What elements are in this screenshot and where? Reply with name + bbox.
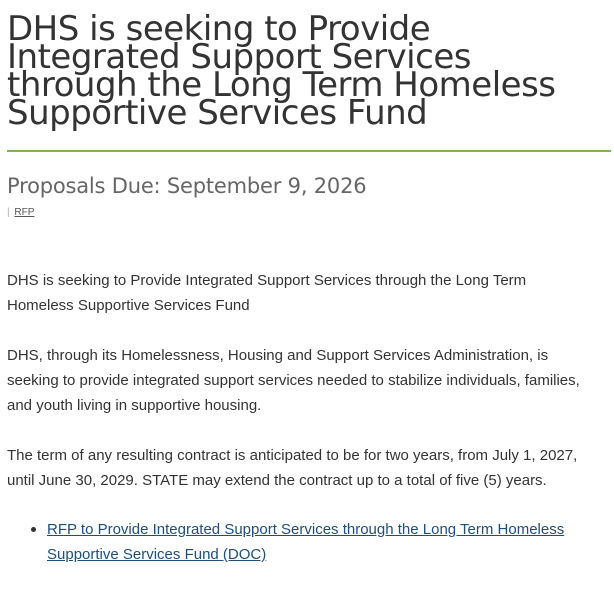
tag-list	[7, 207, 611, 219]
contract-term-paragraph: The term of any resulting contract is anticipated to be for two years, from July 1, 2027, until June 30, 2029. STATE may extend the contract up to a total of five (5) years.	[7, 447, 578, 489]
bullet-icon	[31, 527, 36, 532]
list-item	[47, 517, 607, 567]
page-content	[7, 0, 611, 567]
rfp-document-link[interactable]: RFP to Provide Integrated Support Services through the Long Term Homeless Supportive Services Fund (DOC)	[47, 521, 565, 563]
intro-paragraph: DHS is seeking to Provide Integrated Support Services through the Long Term Homeless Supportive Services Fund	[7, 272, 527, 314]
document-links-list	[7, 517, 611, 567]
page-title: DHS is seeking to Provide Integrated Support Services through the Long Term Homeless Supportive Services Fund	[7, 9, 556, 133]
tag-separator: |	[7, 207, 10, 218]
rfp-tag-link[interactable]: RFP	[14, 207, 35, 218]
proposals-due-date: Proposals Due: September 9, 2026	[7, 174, 367, 198]
title-divider	[7, 150, 611, 152]
description-paragraph: DHS, through its Homelessness, Housing and Support Services Administration, is seeking to provide integrated support services needed to stabilize individuals, families, and youth living in supportive housing.	[7, 347, 580, 414]
